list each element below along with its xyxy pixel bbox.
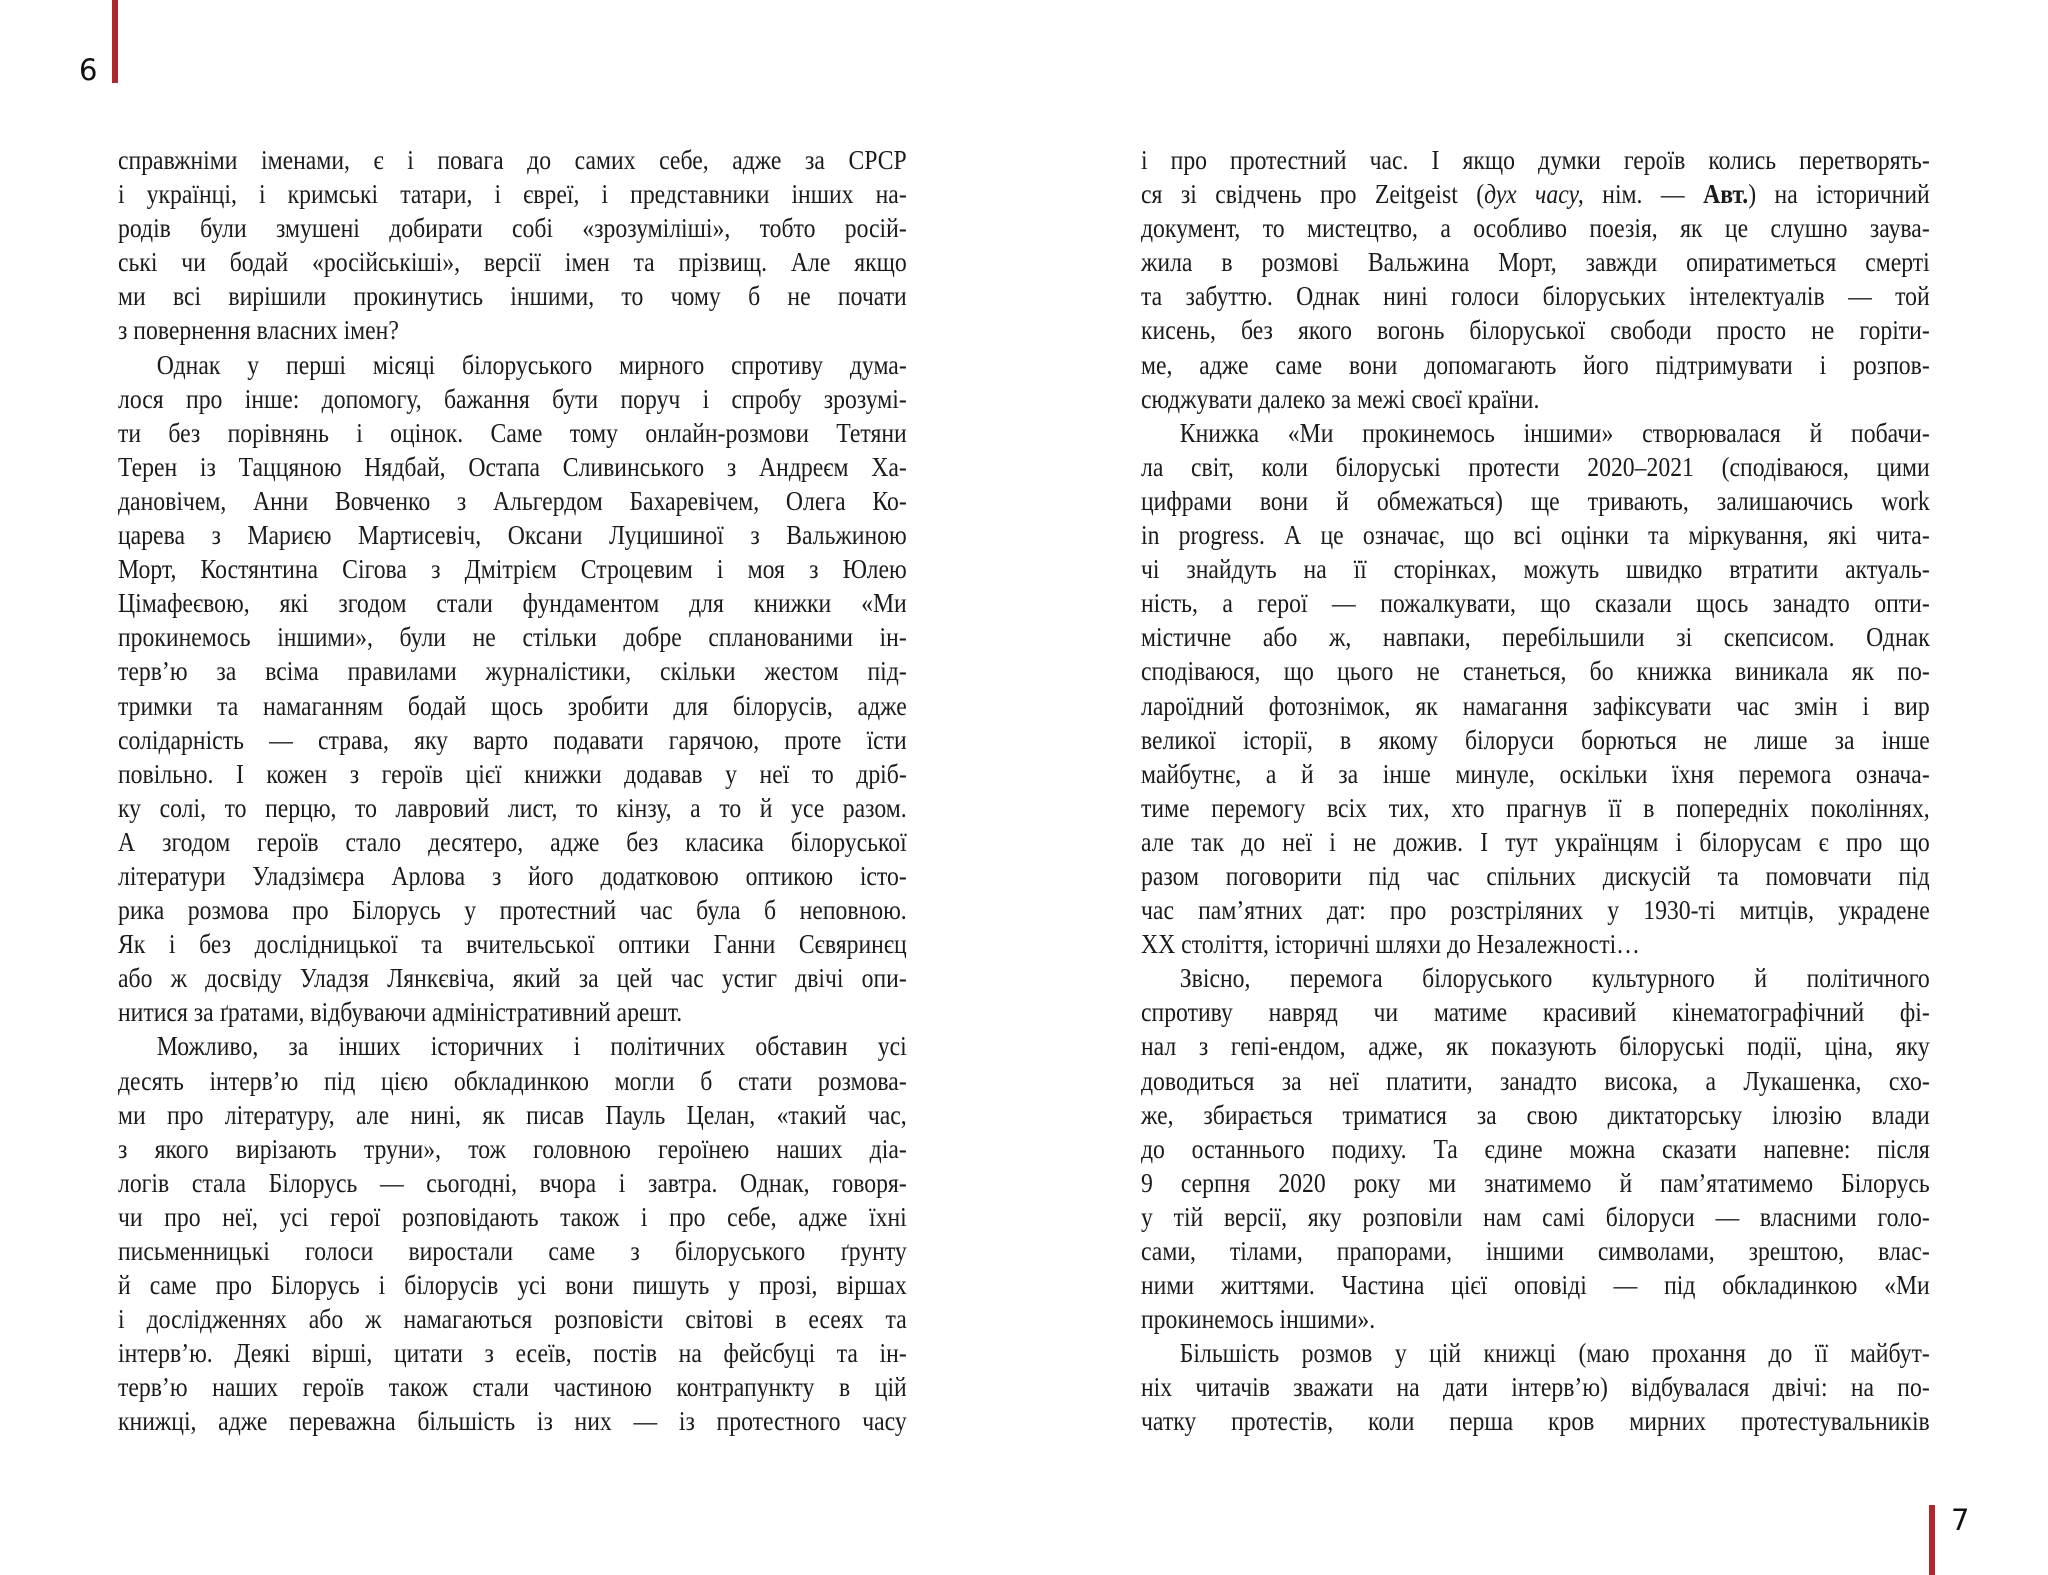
text-line: же, збирається триматися за свою диктаторську ілюзію влади xyxy=(1141,1098,1930,1130)
text-line: нитися за ґратами, відбуваючи адміністративний арешт. xyxy=(118,996,683,1028)
text-line: Як і без дослідницької та вчительської оптики Ганни Сєвяринєц xyxy=(118,928,907,960)
text-line: у тій версії, яку розповіли нам самі білоруси — власними голо- xyxy=(1141,1200,1930,1232)
text-line: Однак у перші місяці білоруського мирного спротиву дума- xyxy=(156,348,907,380)
text-line: тиме перемогу всіх тих, хто прагнув її в попередніх поколіннях, xyxy=(1141,791,1930,823)
text-line: логів стала Білорусь — сьогодні, вчора і завтра. Однак, говоря- xyxy=(118,1166,907,1198)
paragraph xyxy=(1141,1336,1930,1438)
text-line: й саме про Білорусь і білорусів усі вони пишуть у прозі, віршах xyxy=(118,1269,907,1301)
text-line: ме, адже саме вони допомагають його підтримувати і розпов- xyxy=(1141,348,1930,380)
text-line: царева з Мариєю Мартисевіч, Оксани Луцишиної з Вальжиною xyxy=(118,519,907,551)
text-line: до останнього подиху. Та єдине можна сказати напевне: після xyxy=(1141,1132,1930,1164)
text-line: або ж досвіду Уладзя Лянкєвіча, який за цей час устиг двічі опи- xyxy=(118,962,907,994)
text-line: ми про літературу, але нині, як писав Пауль Целан, «такий час, xyxy=(118,1098,907,1130)
text-line: ність, а герої — пожалкувати, що сказали щось занадто опти- xyxy=(1141,587,1930,619)
bold-text: Авт. xyxy=(1703,178,1749,210)
text-line: повільно. І кожен з героїв цієї книжки додавав у неї то дріб- xyxy=(118,757,907,789)
text-line: ніх читачів зважати на дати інтерв’ю) відбувалася двічі: на по- xyxy=(1141,1371,1930,1403)
left-page-body-text xyxy=(118,143,907,1439)
text-line: але так до неї і не дожив. І тут українцям і білорусам є про що xyxy=(1141,825,1930,857)
text-line: і українці, і кримські татари, і євреї, і представники інших на- xyxy=(118,178,907,210)
text-line: ла світ, коли білоруські протести 2020–2021 (сподіваюся, цими xyxy=(1141,450,1930,482)
text-line: А згодом героїв стало десятеро, адже без класика білоруської xyxy=(118,825,907,857)
text-run: ся зі свідчень про Zeitgeist ( xyxy=(1141,178,1485,210)
paragraph xyxy=(118,348,907,1030)
text-line xyxy=(1141,177,1930,211)
text-line: лароїдний фотознімок, як намагання зафіксувати час змін і вир xyxy=(1141,689,1930,721)
text-line: рика розмова про Білорусь у протестний час була б неповною. xyxy=(118,894,907,926)
text-line: з повернення власних імен? xyxy=(118,314,399,346)
text-line: лося про інше: допомогу, бажання бути поруч і спробу зрозумі- xyxy=(118,382,907,414)
text-line: і дослідженнях або ж намагаються розповісти світові в есеях та xyxy=(118,1303,907,1335)
paragraph xyxy=(118,1029,907,1438)
text-line: ми всі вирішили прокинутись іншими, то чому б не почати xyxy=(118,280,907,312)
text-line: Терен із Таццяною Нядбай, Остапа Сливинського з Андреєм Ха- xyxy=(118,450,907,482)
text-line: сподіваюся, що цього не станеться, бо книжка виникала як по- xyxy=(1141,655,1930,687)
text-line: великої історії, в якому білоруси борються не лише за інше xyxy=(1141,723,1930,755)
text-line: ними життями. Частина цієї оповіді — під обкладинкою «Ми xyxy=(1141,1269,1930,1301)
text-line: сюджувати далеко за межі своєї країни. xyxy=(1141,382,1540,414)
text-line: документ, то мистецтво, а особливо поезія, як це слушно заува- xyxy=(1141,212,1930,244)
text-line: містичне або ж, навпаки, перебільшили зі скепсисом. Однак xyxy=(1141,621,1930,653)
text-line: 9 серпня 2020 року ми знатимемо й пам’ятатимемо Білорусь xyxy=(1141,1166,1930,1198)
text-line: нал з гепі-ендом, адже, як показують білоруські події, ціна, яку xyxy=(1141,1030,1930,1062)
text-line: ські чи бодай «російськіші», версії імен та прізвищ. Але якщо xyxy=(118,246,907,278)
text-line: чі знайдуть на її сторінках, можуть швидко втратити актуаль- xyxy=(1141,553,1930,585)
right-page-body-text xyxy=(1141,143,1930,1439)
text-line: сами, тілами, прапорами, іншими символами, зрештою, влас- xyxy=(1141,1235,1930,1266)
text-line: інтерв’ю. Деякі вірші, цитати з есеїв, постів на фейсбуці та ін- xyxy=(118,1337,907,1369)
text-line: терв’ю наших героїв також стали частиною контрапункту в цій xyxy=(118,1371,907,1403)
text-line: разом поговорити під час спільних дискусій та помовчати під xyxy=(1141,859,1930,891)
text-line: терв’ю за всіма правилами журналістики, скільки жестом під- xyxy=(118,655,907,687)
text-line: XX століття, історичні шляхи до Незалежності… xyxy=(1141,928,1640,960)
text-line: Більшість розмов у цій книжці (маю прохання до її майбут- xyxy=(1179,1337,1930,1369)
text-line: Звісно, перемога білоруського культурного й політичного xyxy=(1179,962,1930,994)
text-line: письменницькі голоси виростали саме з білоруського ґрунту xyxy=(118,1235,907,1266)
text-line: Морт, Костянтина Сігова з Дмітрієм Строцевим і моя з Юлею xyxy=(118,553,907,585)
text-line: і про протестний час. І якщо думки героїв колись перетворять- xyxy=(1141,144,1930,175)
text-line: справжніми іменами, є і повага до самих себе, адже за СРСР xyxy=(118,144,907,175)
text-line: солідарність — страва, яку варто подавати гарячою, проте їсти xyxy=(118,723,907,755)
text-line: доводиться за неї платити, занадто висока, а Лукашенка, схо- xyxy=(1141,1064,1930,1096)
text-line: тримки та намаганням бодай щось зробити для білорусів, адже xyxy=(118,689,907,721)
text-line: спротиву навряд чи матиме красивий кінематографічний фі- xyxy=(1141,996,1930,1028)
text-line: Цімафеєвою, які згодом стали фундаментом для книжки «Ми xyxy=(118,587,907,619)
text-line: час пам’ятних дат: про розстріляних у 1930-ті митців, украдене xyxy=(1141,894,1930,926)
text-line: прокинемось іншими», були не стільки добре спланованими ін- xyxy=(118,621,907,653)
text-line: чи про неї, усі герої розповідають також і про себе, адже їхні xyxy=(118,1200,907,1232)
text-line: Книжка «Ми прокинемось іншими» створювалася й побачи- xyxy=(1179,416,1930,448)
left-page-accent-bar xyxy=(112,0,118,83)
text-line: цифрами вони й обмежаться) ще тривають, залишаючись work xyxy=(1141,484,1930,516)
text-line: кисень, без якого вогонь білоруської свободи просто не горіти- xyxy=(1141,314,1930,346)
text-line: десять інтерв’ю під цією обкладинкою могли б стати розмова- xyxy=(118,1064,907,1096)
text-line: жила в розмові Вальжина Морт, завжди опиратиметься смерті xyxy=(1141,246,1930,278)
text-line: ти без порівнянь і оцінок. Саме тому онлайн-розмови Тетяни xyxy=(118,416,907,448)
italic-text: дух часу, xyxy=(1484,178,1584,210)
paragraph xyxy=(1141,143,1930,416)
text-line: Можливо, за інших історичних і політичних обставин усі xyxy=(156,1030,907,1062)
text-line: літератури Уладзімєра Арлова з його додатковою оптикою істо- xyxy=(118,859,907,891)
right-page-number: 7 xyxy=(1951,1503,1970,1537)
text-line: з якого вирізають труни», тож головною героїнею наших діа- xyxy=(118,1132,907,1164)
text-line: прокинемось іншими». xyxy=(1141,1303,1376,1335)
paragraph xyxy=(118,143,907,348)
text-line: чатку протестів, коли перша кров мирних протестувальників xyxy=(1141,1405,1930,1437)
text-line: та забуттю. Однак нині голоси білоруських інтелектуалів — той xyxy=(1141,280,1930,312)
text-line: in progress. А це означає, що всі оцінки та міркування, які чита- xyxy=(1141,519,1930,551)
paragraph xyxy=(1141,961,1930,1336)
text-line: книжці, адже переважна більшість із них — із протестного часу xyxy=(118,1405,907,1437)
paragraph xyxy=(1141,416,1930,962)
text-line: дановічем, Анни Вовченко з Альгердом Бахаревічем, Олега Ко- xyxy=(118,484,907,516)
text-line: ку солі, то перцю, то лавровий лист, то кінзу, а то й усе разом. xyxy=(118,791,907,823)
text-run: нім. — xyxy=(1583,178,1704,210)
text-line: майбутнє, а й за інше минуле, оскільки їхня перемога означа- xyxy=(1141,757,1930,789)
left-page-number: 6 xyxy=(79,53,98,87)
text-run: ) на історичний xyxy=(1748,178,1930,210)
right-page-accent-bar xyxy=(1929,1505,1935,1575)
text-line: родів були змушені добирати собі «зрозуміліші», тобто росій- xyxy=(118,212,907,244)
